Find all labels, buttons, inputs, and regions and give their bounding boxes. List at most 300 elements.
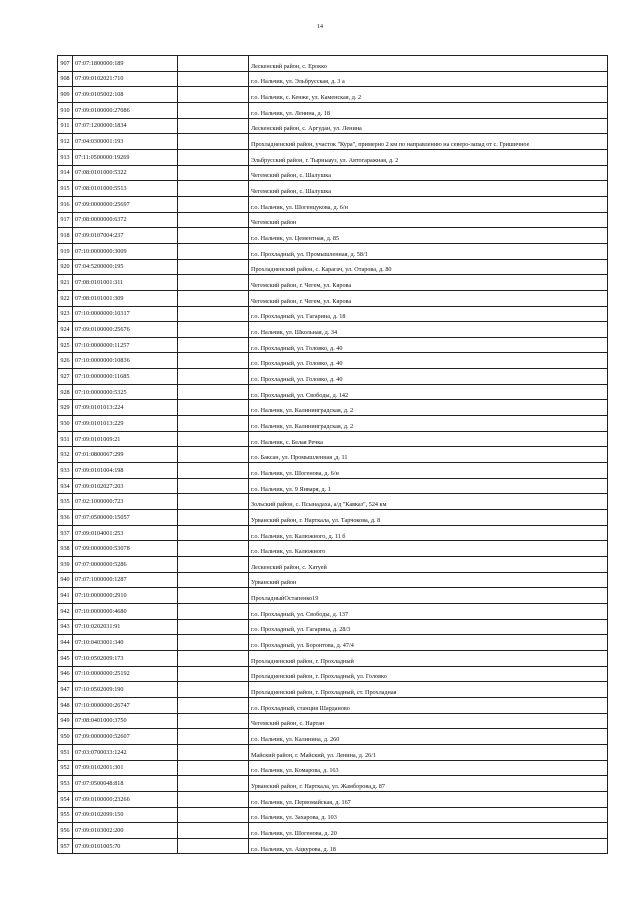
empty-cell <box>178 760 249 776</box>
empty-cell <box>178 557 249 573</box>
address-text: г.о. Прохладный, ул. Свободы, д. 142 <box>251 391 349 399</box>
row-number-cell: 921 <box>58 275 73 291</box>
cadastral-number-cell: 07:07:0500048:818 <box>73 776 178 792</box>
address-cell <box>249 619 608 635</box>
empty-cell <box>178 118 249 134</box>
row-number-cell: 955 <box>58 807 73 823</box>
table-row <box>58 823 608 839</box>
cadastral-number-cell: 07:09:0000000:52607 <box>73 729 178 745</box>
row-number-cell: 912 <box>58 134 73 150</box>
cadastral-number-cell: 07:09:0103002:200 <box>73 823 178 839</box>
row-number-cell: 920 <box>58 259 73 275</box>
empty-cell <box>178 494 249 510</box>
empty-cell <box>178 838 249 854</box>
address-cell <box>249 478 608 494</box>
empty-cell <box>178 447 249 463</box>
row-number-cell: 917 <box>58 212 73 228</box>
address-cell <box>249 369 608 385</box>
address-cell <box>249 71 608 87</box>
cadastral-number-cell: 07:08:0101001:309 <box>73 290 178 306</box>
cadastral-number-cell: 07:09:0105002:108 <box>73 87 178 103</box>
table-row <box>58 353 608 369</box>
address-text: Прохладненский район, г. Прохладный, ст. Прохладная <box>251 689 397 697</box>
address-text: г.о. Прохладный, ул. Гагарина, д. 18 <box>251 313 346 321</box>
empty-cell <box>178 337 249 353</box>
address-cell <box>249 416 608 432</box>
cadastral-number-cell: 07:10:0000000:3009 <box>73 243 178 259</box>
empty-cell <box>178 275 249 291</box>
table-row <box>58 337 608 353</box>
table-row <box>58 666 608 682</box>
address-cell <box>249 572 608 588</box>
cadastral-number-cell: 07:10:0502009:190 <box>73 682 178 698</box>
address-text: Чегемский район, с. Нартан <box>251 720 325 728</box>
table-row <box>58 713 608 729</box>
table-row <box>58 243 608 259</box>
empty-cell <box>178 400 249 416</box>
table-row <box>58 729 608 745</box>
row-number-cell: 932 <box>58 447 73 463</box>
address-cell <box>249 134 608 150</box>
empty-cell <box>178 666 249 682</box>
address-text: г.о. Нальчик, ул. Эльбрусская, д. 3 а <box>251 78 345 86</box>
table-row <box>58 447 608 463</box>
row-number-cell: 945 <box>58 650 73 666</box>
address-text: г.о. Нальчик, ул. Калюжного, д. 11 б <box>251 532 346 540</box>
table-row <box>58 478 608 494</box>
address-cell <box>249 729 608 745</box>
row-number-cell: 957 <box>58 838 73 854</box>
table-row <box>58 510 608 526</box>
row-number-cell: 915 <box>58 181 73 197</box>
table-row <box>58 760 608 776</box>
address-cell <box>249 212 608 228</box>
cadastral-number-cell: 07:10:0000000:25192 <box>73 666 178 682</box>
row-number-cell: 916 <box>58 196 73 212</box>
cadastral-number-cell: 07:10:0502009:173 <box>73 650 178 666</box>
table-row <box>58 541 608 557</box>
cadastral-number-cell: 07:04:0300001:193 <box>73 134 178 150</box>
address-cell <box>249 494 608 510</box>
row-number-cell: 942 <box>58 603 73 619</box>
row-number-cell: 910 <box>58 102 73 118</box>
cadastral-number-cell: 07:09:0100000:27086 <box>73 102 178 118</box>
cadastral-number-cell: 07:09:0100000:25676 <box>73 322 178 338</box>
row-number-cell: 940 <box>58 572 73 588</box>
address-text: Чегемский район, с. Шалушка <box>251 172 331 180</box>
cadastral-number-cell: 07:09:0101013:224 <box>73 400 178 416</box>
address-cell <box>249 353 608 369</box>
empty-cell <box>178 243 249 259</box>
empty-cell <box>178 807 249 823</box>
cadastral-number-cell: 07:09:0000000:25697 <box>73 196 178 212</box>
address-cell <box>249 337 608 353</box>
address-text: г.о. Прохладный, ул. Головко, д. 40 <box>251 344 343 352</box>
table-row <box>58 588 608 604</box>
table-row <box>58 557 608 573</box>
row-number-cell: 914 <box>58 165 73 181</box>
row-number-cell: 907 <box>58 56 73 72</box>
row-number-cell: 931 <box>58 431 73 447</box>
table-row <box>58 259 608 275</box>
address-cell <box>249 87 608 103</box>
cadastral-number-cell: 07:07:0500000:15057 <box>73 510 178 526</box>
address-cell <box>249 196 608 212</box>
address-text: г.о. Прохладный, ул. Промышленная, д. 58/1 <box>251 250 368 258</box>
row-number-cell: 954 <box>58 791 73 807</box>
empty-cell <box>178 729 249 745</box>
row-number-cell: 926 <box>58 353 73 369</box>
address-cell <box>249 557 608 573</box>
cadastral-number-cell: 07:10:0202031:91 <box>73 619 178 635</box>
empty-cell <box>178 603 249 619</box>
row-number-cell: 938 <box>58 541 73 557</box>
empty-cell <box>178 713 249 729</box>
cadastral-number-cell: 07:07:0000000:5286 <box>73 557 178 573</box>
table-row <box>58 118 608 134</box>
empty-cell <box>178 619 249 635</box>
table-row <box>58 603 608 619</box>
address-cell <box>249 275 608 291</box>
cadastral-number-cell: 07:10:0000000:11257 <box>73 337 178 353</box>
address-text: Эльбрусский район, г. Тырныауз, ул. Автогаражная, д. 2 <box>251 156 399 164</box>
address-cell <box>249 447 608 463</box>
address-text: г.о. Прохладный, ул. Боронтова, д. 47/4 <box>251 642 354 650</box>
empty-cell <box>178 149 249 165</box>
address-text: Лескенский район, с. Хатуей <box>251 563 327 571</box>
cadastral-number-cell: 07:07:1200000:1834 <box>73 118 178 134</box>
table-row <box>58 56 608 72</box>
table-row <box>58 682 608 698</box>
address-cell <box>249 228 608 244</box>
table-row <box>58 212 608 228</box>
row-number-cell: 933 <box>58 463 73 479</box>
address-text: Прохладненский район, участок "Кура", примерно 2 км по направлению на северо-запад от с. Гришичное <box>251 141 530 149</box>
table-row <box>58 463 608 479</box>
row-number-cell: 927 <box>58 369 73 385</box>
address-text: г.о. Нальчик, с. Кенже, ул. Каменская, д. 2 <box>251 94 362 102</box>
address-text: Урванский район, г. Нарткала, ул. Тарчокова, д. 8 <box>251 516 381 524</box>
address-text: г.о. Нальчик, ул. Калюжного <box>251 548 326 556</box>
address-text: Чегемский район <box>251 219 297 227</box>
empty-cell <box>178 478 249 494</box>
row-number-cell: 908 <box>58 71 73 87</box>
empty-cell <box>178 650 249 666</box>
cadastral-number-cell: 07:09:0101013:229 <box>73 416 178 432</box>
cadastral-number-cell: 07:08:0101000:5513 <box>73 181 178 197</box>
cadastral-number-cell: 07:09:0101004:198 <box>73 463 178 479</box>
row-number-cell: 922 <box>58 290 73 306</box>
row-number-cell: 918 <box>58 228 73 244</box>
row-number-cell: 909 <box>58 87 73 103</box>
table-row <box>58 494 608 510</box>
address-cell <box>249 525 608 541</box>
cadastral-number-cell: 07:09:0102001:301 <box>73 760 178 776</box>
empty-cell <box>178 416 249 432</box>
empty-cell <box>178 102 249 118</box>
table-row <box>58 572 608 588</box>
row-number-cell: 919 <box>58 243 73 259</box>
address-text: г.о. Нальчик, ул. Первомайская, д. 167 <box>251 798 351 806</box>
address-cell <box>249 635 608 651</box>
cadastral-number-cell: 07:10:0000000:10836 <box>73 353 178 369</box>
empty-cell <box>178 572 249 588</box>
address-cell <box>249 431 608 447</box>
address-cell <box>249 823 608 839</box>
cadastral-number-cell: 07:09:0107004:237 <box>73 228 178 244</box>
address-text: г.о. Баксан, ул. Промышленная ,д. 11 <box>251 454 348 462</box>
page-number: 14 <box>317 24 323 30</box>
empty-cell <box>178 525 249 541</box>
address-text: г.о. Нальчик, ул. Шогенова, д. 20 <box>251 829 337 837</box>
row-number-cell: 946 <box>58 666 73 682</box>
table-row <box>58 134 608 150</box>
address-cell <box>249 243 608 259</box>
cadastral-number-cell: 07:09:0102027:203 <box>73 478 178 494</box>
empty-cell <box>178 431 249 447</box>
address-cell <box>249 463 608 479</box>
address-text: Майский район, г. Майский, ул. Ленина, д. 26/1 <box>251 751 377 759</box>
cadastral-number-cell: 07:01:0800067:299 <box>73 447 178 463</box>
empty-cell <box>178 196 249 212</box>
cadastral-number-cell: 07:03:0700033:1242 <box>73 744 178 760</box>
table-row <box>58 275 608 291</box>
address-text: Чегемский район, с. Шалушка <box>251 188 331 196</box>
address-text: г.о. Прохладный, ул. Головко, д. 40 <box>251 375 343 383</box>
address-cell <box>249 149 608 165</box>
address-text: Прохладненский район, г. Прохладный, ул. Головко <box>251 673 387 681</box>
empty-cell <box>178 463 249 479</box>
address-text: г.о. Нальчик, ул. Шогенцукова, д. 6/н <box>251 203 348 211</box>
row-number-cell: 943 <box>58 619 73 635</box>
empty-cell <box>178 791 249 807</box>
table-row <box>58 71 608 87</box>
row-number-cell: 941 <box>58 588 73 604</box>
address-cell <box>249 541 608 557</box>
address-cell <box>249 290 608 306</box>
cadastral-number-cell: 07:10:0000000:2910 <box>73 588 178 604</box>
cadastral-number-cell: 07:07:1800000:189 <box>73 56 178 72</box>
address-cell <box>249 776 608 792</box>
empty-cell <box>178 369 249 385</box>
empty-cell <box>178 682 249 698</box>
cadastral-number-cell: 07:10:0000000:5325 <box>73 384 178 400</box>
cadastral-number-cell: 07:02:1000000:723 <box>73 494 178 510</box>
address-text: Чегемский район, г. Чегем, ул. Кярова <box>251 282 352 290</box>
table-row <box>58 306 608 322</box>
cadastral-number-cell: 07:09:0102021:710 <box>73 71 178 87</box>
table-row <box>58 650 608 666</box>
empty-cell <box>178 181 249 197</box>
row-number-cell: 944 <box>58 635 73 651</box>
row-number-cell: 956 <box>58 823 73 839</box>
address-text: г.о. Нальчик, ул. Захарова, д. 103 <box>251 814 337 822</box>
table-row <box>58 416 608 432</box>
empty-cell <box>178 290 249 306</box>
empty-cell <box>178 697 249 713</box>
table-row <box>58 165 608 181</box>
empty-cell <box>178 306 249 322</box>
address-text: г.о. Нальчик, ул. Цементная, д. 85 <box>251 235 340 243</box>
empty-cell <box>178 588 249 604</box>
address-cell <box>249 259 608 275</box>
cadastral-number-cell: 07:10:0403001:340 <box>73 635 178 651</box>
row-number-cell: 953 <box>58 776 73 792</box>
table-row <box>58 697 608 713</box>
address-text: г.о. Нальчик, ул. Калининградская, д. 2 <box>251 407 354 415</box>
address-cell <box>249 650 608 666</box>
address-cell <box>249 760 608 776</box>
address-text: г.о. Нальчик, ул. 9 Января, д. 1 <box>251 485 331 493</box>
address-text: г.о. Прохладный, ул. Гагарина, д. 28/3 <box>251 626 351 634</box>
address-cell <box>249 306 608 322</box>
address-cell <box>249 102 608 118</box>
empty-cell <box>178 541 249 557</box>
empty-cell <box>178 744 249 760</box>
table-row <box>58 776 608 792</box>
row-number-cell: 949 <box>58 713 73 729</box>
table-row <box>58 619 608 635</box>
empty-cell <box>178 635 249 651</box>
cadastral-number-cell: 07:09:0104001:253 <box>73 525 178 541</box>
table-row <box>58 635 608 651</box>
empty-cell <box>178 71 249 87</box>
row-number-cell: 935 <box>58 494 73 510</box>
address-text: Чегемский район, г. Чегем, ул. Кярова <box>251 297 352 305</box>
empty-cell <box>178 384 249 400</box>
table-row <box>58 290 608 306</box>
empty-cell <box>178 228 249 244</box>
empty-cell <box>178 259 249 275</box>
cadastral-number-cell: 07:11:0500000:19269 <box>73 149 178 165</box>
address-text: ПрохладныйОстапенко19 <box>251 595 319 603</box>
cadastral-number-cell: 07:09:0100000:23266 <box>73 791 178 807</box>
address-text: Лескенский район, с. Ерокко <box>251 62 327 70</box>
table-row <box>58 322 608 338</box>
address-cell <box>249 697 608 713</box>
address-text: г.о. Нальчик, ул. Ленина, д. 18 <box>251 109 330 117</box>
table-row <box>58 807 608 823</box>
row-number-cell: 924 <box>58 322 73 338</box>
address-cell <box>249 322 608 338</box>
empty-cell <box>178 322 249 338</box>
empty-cell <box>178 823 249 839</box>
row-number-cell: 947 <box>58 682 73 698</box>
cadastral-number-cell: 07:08:0000000:6372 <box>73 212 178 228</box>
address-cell <box>249 165 608 181</box>
address-text: г.о. Нальчик, с. Белая Речка <box>251 438 323 446</box>
table-row <box>58 87 608 103</box>
address-text: г.о. Нальчик, ул. Калинина, д. 260 <box>251 736 340 744</box>
row-number-cell: 937 <box>58 525 73 541</box>
cadastral-number-cell: 07:08:0101000:5322 <box>73 165 178 181</box>
address-text: г.о. Нальчик, ул. Калининградская, д. 2 <box>251 422 354 430</box>
address-text: г.о. Нальчик, ул. Ацкурова, д. 18 <box>251 845 336 853</box>
address-cell <box>249 666 608 682</box>
address-cell <box>249 713 608 729</box>
address-text: Прохладненский район, г. Прохладный <box>251 657 354 665</box>
row-number-cell: 925 <box>58 337 73 353</box>
table-row <box>58 228 608 244</box>
cadastral-number-cell: 07:10:0000000:10317 <box>73 306 178 322</box>
address-text: Прохладненский район, с. Карагач, ул. Отарова, д. 80 <box>251 266 392 274</box>
row-number-cell: 951 <box>58 744 73 760</box>
cadastral-number-cell: 07:09:0101005:70 <box>73 838 178 854</box>
registry-table-body <box>58 56 608 854</box>
address-text: г.о. Прохладный, ул. Головко, д. 40 <box>251 360 343 368</box>
address-cell <box>249 118 608 134</box>
table-row <box>58 196 608 212</box>
address-cell <box>249 181 608 197</box>
address-text: Зольский район, с. Псынадаха, а/д "Кавказ", 524 км <box>251 501 387 509</box>
address-cell <box>249 510 608 526</box>
empty-cell <box>178 165 249 181</box>
cadastral-number-cell: 07:10:0000000:4680 <box>73 603 178 619</box>
address-cell <box>249 384 608 400</box>
table-row <box>58 431 608 447</box>
cadastral-number-cell: 07:08:0101001:311 <box>73 275 178 291</box>
address-text: г.о. Прохладный, ул. Свободы, д. 137 <box>251 610 349 618</box>
table-row <box>58 400 608 416</box>
table-row <box>58 181 608 197</box>
empty-cell <box>178 353 249 369</box>
address-text: г.о. Нальчик, ул. Школьная, д. 34 <box>251 328 338 336</box>
row-number-cell: 930 <box>58 416 73 432</box>
address-cell <box>249 807 608 823</box>
cadastral-number-cell: 07:07:1000000:1287 <box>73 572 178 588</box>
cadastral-number-cell: 07:04:5200000:195 <box>73 259 178 275</box>
address-text: г.о. Нальчик, ул. Комарова, д. 163 <box>251 767 339 775</box>
table-row <box>58 384 608 400</box>
row-number-cell: 929 <box>58 400 73 416</box>
table-row <box>58 369 608 385</box>
address-text: г.о. Прохладный, станция Шарданово <box>251 704 350 712</box>
row-number-cell: 928 <box>58 384 73 400</box>
empty-cell <box>178 776 249 792</box>
row-number-cell: 934 <box>58 478 73 494</box>
cadastral-number-cell: 07:09:0102099:150 <box>73 807 178 823</box>
row-number-cell: 913 <box>58 149 73 165</box>
address-text: Урванский район <box>251 579 297 587</box>
row-number-cell: 936 <box>58 510 73 526</box>
address-cell <box>249 588 608 604</box>
registry-table <box>57 55 608 854</box>
cadastral-number-cell: 07:09:0000000:53078 <box>73 541 178 557</box>
address-cell <box>249 838 608 854</box>
address-text: Урванский район, г. Нарткала, ул. Жамборова,д. 87 <box>251 783 385 791</box>
empty-cell <box>178 87 249 103</box>
empty-cell <box>178 56 249 72</box>
address-text: г.о. Нальчик, ул. Шогенова, д. 6/н <box>251 469 339 477</box>
row-number-cell: 939 <box>58 557 73 573</box>
row-number-cell: 911 <box>58 118 73 134</box>
empty-cell <box>178 510 249 526</box>
row-number-cell: 923 <box>58 306 73 322</box>
row-number-cell: 952 <box>58 760 73 776</box>
cadastral-number-cell: 07:10:0000000:11685 <box>73 369 178 385</box>
address-cell <box>249 744 608 760</box>
address-cell <box>249 682 608 698</box>
table-row <box>58 744 608 760</box>
cadastral-number-cell: 07:08:0401000:3750 <box>73 713 178 729</box>
address-cell <box>249 603 608 619</box>
address-cell <box>249 791 608 807</box>
table-row <box>58 149 608 165</box>
row-number-cell: 950 <box>58 729 73 745</box>
row-number-cell: 948 <box>58 697 73 713</box>
address-cell <box>249 400 608 416</box>
cadastral-number-cell: 07:10:0000000:26747 <box>73 697 178 713</box>
